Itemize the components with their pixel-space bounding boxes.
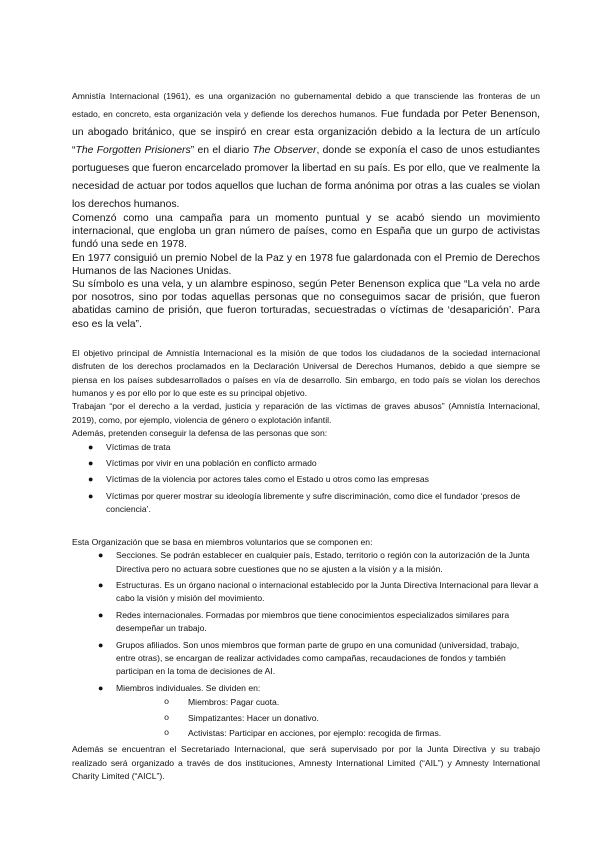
sublist-item: o Activistas: Participar en acciones, por ejemplo: recogida de firmas.: [116, 727, 540, 740]
circle-bullet-icon: o: [164, 712, 170, 723]
intro-paragraph-2: Comenzó como una campaña para un momento puntual y se acabó siendo un movimiento internacional, que engloba un gran número de países, como en España que un gurpo de activistas fundó una sede en 1978.: [72, 213, 540, 251]
list-item: ● Víctimas por querer mostrar su ideología libremente y sufre discriminación, como dice el fundador ‘presos de conciencia’.: [88, 490, 521, 515]
newspaper-title: The Observer: [252, 145, 317, 156]
sublist-item: o Miembros: Pagar cuota.: [116, 696, 540, 709]
intro-large-text-a: Fue fundada por Peter Benenson, un abogado británico, que se inspiró en crear esta organización debido a la lectura de un artículo “: [72, 109, 541, 156]
bullet-icon: ●: [88, 458, 94, 469]
list-item: ● Estructuras. Es un órgano nacional o internacional establecido por la Junta Directiva Internacional para llevar a cabo la visión y misión del movimiento.: [98, 579, 539, 604]
bullet-icon: ●: [98, 550, 104, 561]
objective-paragraph-2: Trabajan “por el derecho a la verdad, justicia y reparación de las víctimas de graves abusos” (Amnistía Internacional, 2019), como, por ejemplo, violencia de género o explotación infantil.: [72, 401, 540, 425]
intro-small-text: Amnistía Internacional (1961), es una organización no gubernamental debido a que transciende las fronteras de un estado, en concreto, esta organización vela y defiende los derechos humanos.: [72, 91, 540, 119]
circle-bullet-icon: o: [164, 697, 170, 708]
organization-list: [82, 549, 540, 740]
sublist-item: o Simpatizantes: Hacer un donativo.: [116, 712, 540, 725]
objective-paragraph-3: Además, pretenden conseguir la defensa de las personas que son:: [72, 428, 328, 439]
list-item: ● Víctimas por vivir en una población en conflicto armado: [72, 457, 540, 470]
bullet-icon: ●: [98, 639, 104, 650]
bullet-icon: ●: [98, 579, 104, 590]
intro-paragraph-1: [72, 86, 540, 212]
intro-large-text-c: , donde se exponía el caso de unos estudiantes portugueses que fueron encarcelado promover la libertad en su país. Es por ello, que ve realmente la necesidad de actuar por todos aquellos que luchan de forma anónima por otras a las cuales se violan los derechos humanos.: [72, 145, 540, 210]
closing-paragraph: Además se encuentran el Secretariado Internacional, que será supervisado por por la Junta Directiva y su trabajo realizado será organizado a través de dos instituciones, Amnesty International Limited (“AIL”) y Amnesty International Charity Limited (“AICL”).: [72, 744, 540, 782]
list-item: ● Víctimas de trata: [72, 441, 540, 454]
bullet-icon: ●: [88, 490, 94, 501]
circle-bullet-icon: o: [164, 727, 170, 738]
article-title: The Forgotten Prisioners: [75, 145, 191, 156]
bullet-icon: ●: [88, 474, 94, 485]
intro-paragraph-3: En 1977 consiguió un premio Nobel de la Paz y en 1978 fue galardonada con el Premio de Derechos Humanos de las Naciones Unidas.: [72, 252, 540, 277]
objective-paragraph-1: El objetivo principal de Amnistía Internacional es la misión de que todos los ciudadanos de la sociedad internacional disfruten de los derechos proclamados en la Declaración Universal de Derechos Humanos, debido a que siempre se piensa en los países subdesarrollados o países en vía de desarrollo. Sin embargo, en todo país se violan los derechos humanos y es por ello por lo que este es su principal objetivo.: [72, 347, 540, 399]
list-item: ● Redes internacionales. Formadas por miembros que tiene conocimientos especializados similares para desempeñar un trabajo.: [98, 609, 510, 634]
bullet-icon: ●: [98, 609, 104, 620]
intro-paragraph-4: Su símbolo es una vela, y un alambre espinoso, según Peter Benenson explica que “La vela no arde por nosotros, sino por todas aquellas personas que no conseguimos sacar de prisión, que fueron abatidas camino de prisión, que fueron torturadas, secuestradas o víctimas de ‘desaparición’. Para eso es la vela”.: [72, 279, 540, 330]
bullet-icon: ●: [98, 682, 104, 693]
members-sublist: [116, 696, 540, 740]
organization-intro: Esta Organización que se basa en miembros voluntarios que se componen en:: [72, 536, 373, 547]
list-item: ● Víctimas de la violencia por actores tales como el Estado u otros como las empresas: [72, 473, 540, 486]
intro-large-text-b: ” en el diario: [190, 145, 253, 156]
list-item: ● Grupos afiliados. Son unos miembros que forman parte de grupo en una comunidad (universidad, trabajo, entre otras), se encargan de realizar actividades como campañas, recaudaciones de fondos y también participan en la toma de decisiones de AI.: [98, 639, 520, 677]
bullet-icon: ●: [88, 441, 94, 452]
list-item: ● Secciones. Se podrán establecer en cualquier país, Estado, territorio o región con la autorización de la Junta Directiva pero no actuara sobre cuestiones que no se ajusten a la visión y a la misión.: [98, 550, 530, 574]
list-item: ● Miembros individuales. Se dividen en: o Miembros: Pagar cuota. o Simpatizantes: Hacer un donativo. o Activistas: Participar en acciones, por ejemplo: recogida de firmas.: [82, 682, 540, 741]
victims-list: [72, 441, 540, 517]
